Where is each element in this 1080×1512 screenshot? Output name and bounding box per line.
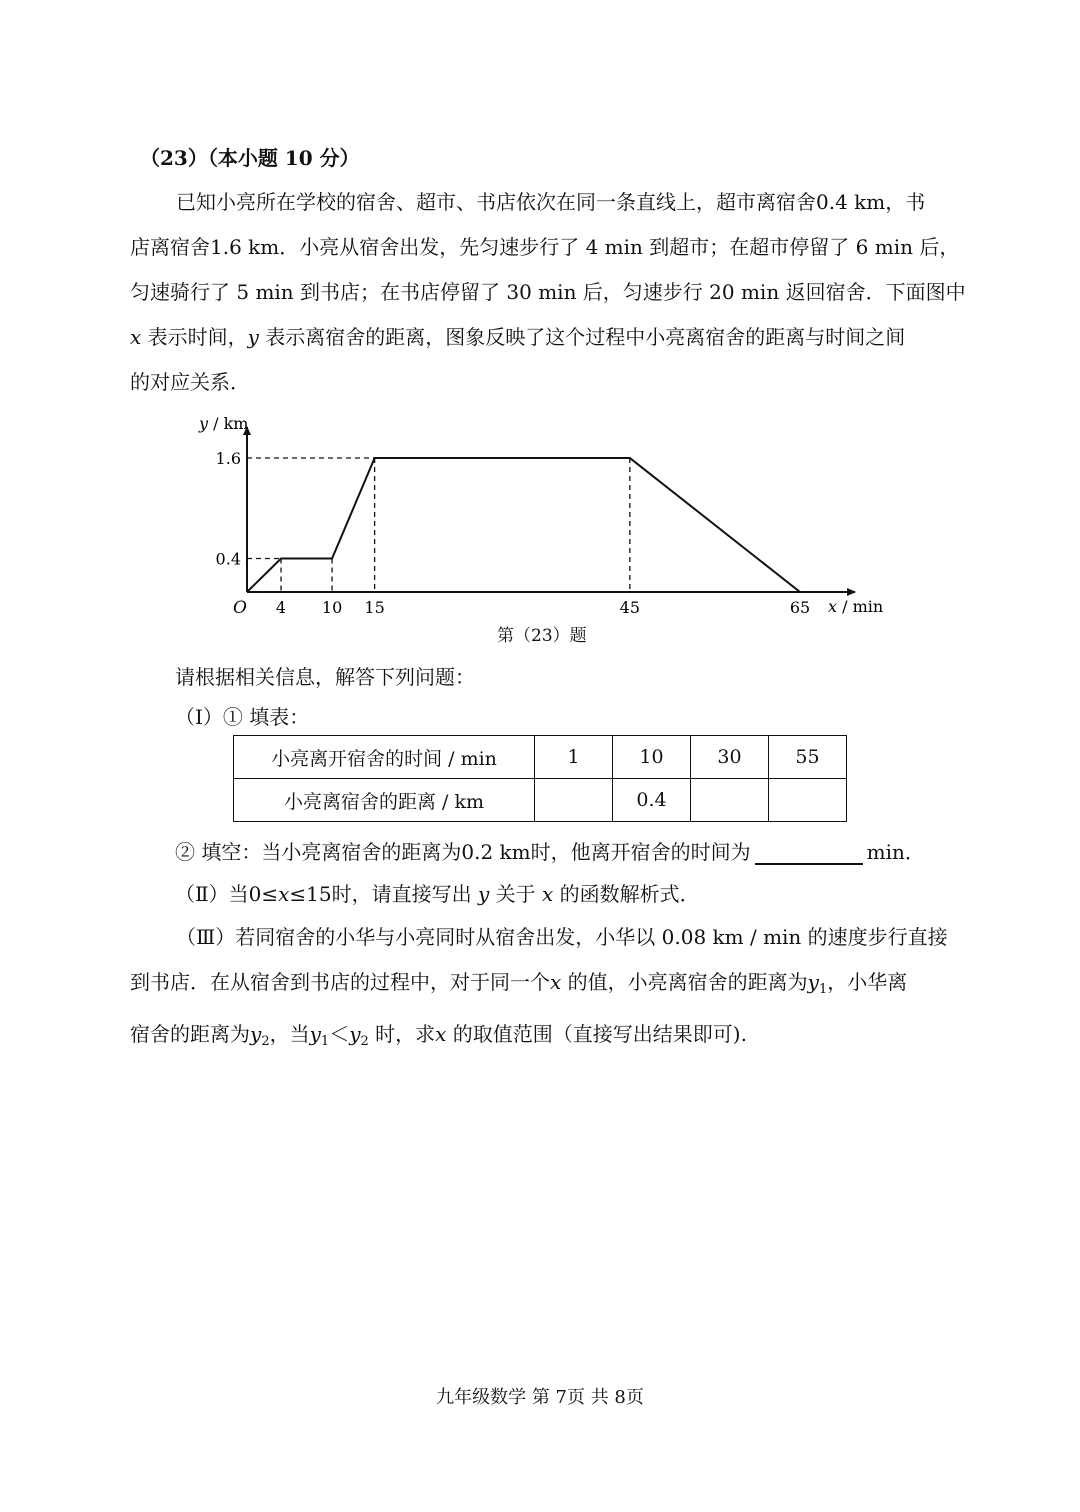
question-1-label: （Ⅰ）① 填表： (175, 705, 310, 729)
var-y1: y (807, 970, 819, 994)
var-x: x (435, 1022, 447, 1046)
subscript: 2 (261, 1034, 270, 1049)
q3-text: 宿舍的距离为 (130, 1022, 250, 1046)
var-x: x (550, 970, 562, 994)
answer-blank[interactable] (755, 837, 863, 865)
origin-label: O (233, 598, 247, 618)
guide-lines (247, 458, 630, 592)
x-tick-label: 15 (364, 598, 385, 617)
subscript: 2 (360, 1034, 369, 1049)
x-tick-label: 4 (275, 598, 287, 617)
answer-cell[interactable] (691, 779, 769, 822)
q3-line-3 (130, 1012, 948, 1064)
y-tick-label: 1.6 (215, 449, 241, 468)
question-3 (130, 915, 948, 1064)
statement-line-5: 的对应关系． (130, 370, 250, 394)
var-x: x (541, 882, 554, 906)
q2-text: 的函数解析式． (553, 882, 700, 906)
answer-cell[interactable] (535, 779, 613, 822)
statement-line-4b: 表示离宿舍的距离，图象反映了这个过程中小亮离宿舍的距离与时间之间 (258, 325, 906, 349)
q3-text: 时，求 (368, 1022, 436, 1046)
q3-line-2 (130, 960, 948, 1012)
var-x: x (278, 882, 290, 906)
table-cell: 30 (691, 736, 769, 779)
table-cell: 小亮离宿舍的距离 / km (234, 779, 535, 822)
problem-statement (130, 180, 966, 405)
q3-line-1: （Ⅲ）若同宿舍的小华与小亮同时从宿舍出发，小华以 0.08 km / min 的速度步行直接 (176, 925, 948, 949)
q2-text: 关于 (489, 882, 542, 906)
series-line (247, 458, 800, 592)
answer-cell[interactable] (769, 779, 847, 822)
q3-text: ，小华离 (827, 970, 908, 994)
figure-caption: 第（23）题 (497, 626, 587, 646)
fill-blank-unit: min． (866, 840, 925, 864)
var-x: x (130, 325, 142, 349)
question-1-fill-blank (175, 830, 925, 875)
q2-text: ≤15时，请直接写出 (289, 882, 478, 906)
q3-text: ＜ (329, 1022, 350, 1046)
q3-text: ，当 (269, 1022, 310, 1046)
table-cell: 10 (613, 736, 691, 779)
q3-text: 的值，小亮离宿舍的距离为 (561, 970, 808, 994)
y-tick-labels (216, 449, 241, 569)
var-y: y (477, 882, 490, 906)
var-y2: y (250, 1022, 262, 1046)
x-tick-label: 10 (321, 598, 343, 617)
x-tick-label: 45 (619, 598, 641, 617)
table-cell: 1 (535, 736, 613, 779)
statement-line-1: 已知小亮所在学校的宿舍、超市、书店依次在同一条直线上，超市离宿舍0.4 km，书 (176, 190, 926, 214)
y-axis-label: y / km (199, 414, 249, 433)
statement-line-4a: 表示时间， (141, 325, 248, 349)
table-cell: 小亮离开宿舍的时间 / min (234, 736, 535, 779)
statement-line-3: 匀速骑行了 5 min 到书店；在书店停留了 30 min 后，匀速步行 20 min 返回宿舍．下面图中 (130, 280, 966, 304)
fill-blank-text: ② 填空：当小亮离宿舍的距离为0.2 km时，他离开宿舍的时间为 (175, 840, 751, 864)
table-cell: 55 (769, 736, 847, 779)
table-row (234, 736, 847, 779)
var-y2: y (349, 1022, 361, 1046)
subscript: 1 (320, 1034, 330, 1049)
x-axis-label: x / min (828, 597, 884, 616)
q2-text: （Ⅱ）当0≤ (175, 882, 279, 906)
answer-table (233, 735, 847, 822)
y-tick-label: 0.4 (215, 549, 241, 569)
statement-line-4 (130, 315, 960, 360)
questions-intro: 请根据相关信息，解答下列问题： (175, 665, 475, 689)
distance-time-graph (195, 405, 895, 620)
statement-line-2: 店离宿舍1.6 km．小亮从宿舍出发，先匀速步行了 4 min 到超市；在超市停留了 6 min 后， (130, 235, 960, 259)
table-cell: 0.4 (613, 779, 691, 822)
table-row (234, 779, 847, 822)
var-y: y (247, 325, 259, 349)
x-tick-labels (276, 598, 810, 617)
var-y1: y (309, 1022, 321, 1046)
x-tick-label: 65 (789, 598, 811, 617)
question-2 (175, 872, 700, 917)
page-footer: 九年级数学 第 7页 共 8页 (436, 1387, 644, 1408)
q3-text: 到书店．在从宿舍到书店的过程中，对于同一个 (130, 970, 550, 994)
question-header: （23）（本小题 10 分） (140, 146, 360, 170)
subscript: 1 (818, 982, 828, 997)
q3-text: 的取值范围（直接写出结果即可). (446, 1022, 747, 1046)
